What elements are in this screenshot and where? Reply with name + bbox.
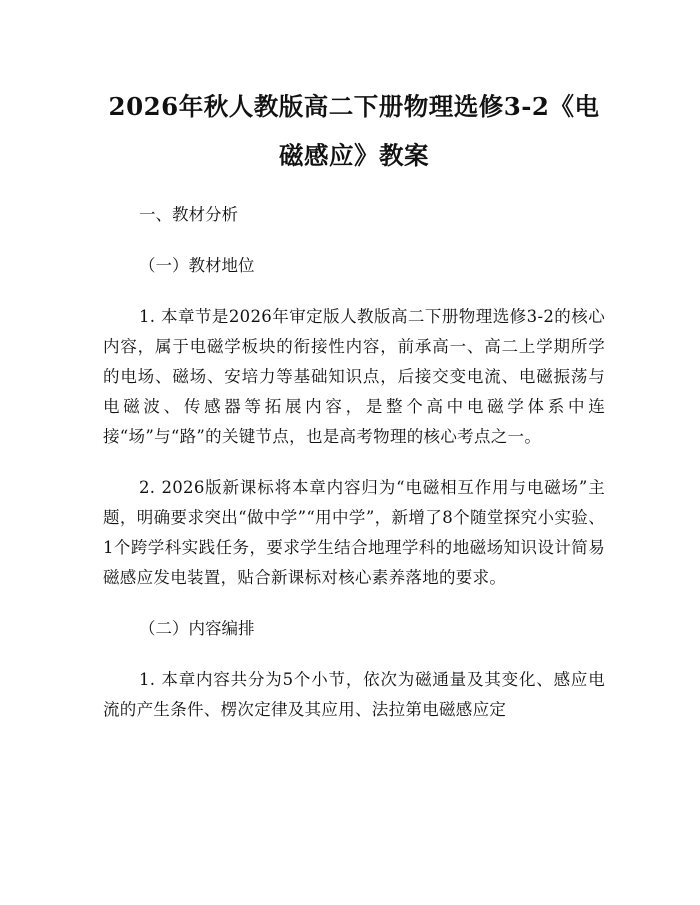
document-title: 2026年秋人教版高二下册物理选修3-2《电磁感应》教案: [108, 92, 600, 170]
paragraph-position-1: 1. 本章节是2026年审定版人教版高二下册物理选修3-2的核心内容，属于电磁学板块的衔接性内容，前承高一、高二上学期所学的电场、磁场、安培力等基础知识点，后接交变电流、电磁振荡与电磁波、传感器等拓展内容，是整个高中电磁学体系中连接“场”与“路”的关键节点，也是高考物理的核心考点之一。: [103, 307, 605, 446]
subsection-heading-content-arrangement: （二）内容编排: [139, 619, 255, 638]
paragraph-position-2: 2. 2026版新课标将本章内容归为“电磁相互作用与电磁场”主题，明确要求突出“做中学”“用中学”，新增了8个随堂探究小实验、1个跨学科实践任务，要求学生结合地理学科的地磁场知识设计简易磁感应发电装置，贴合新课标对核心素养落地的要求。: [103, 478, 605, 587]
subsection-heading-textbook-position: （一）教材地位: [139, 256, 255, 275]
section-heading-textbook-analysis: 一、教材分析: [139, 205, 238, 224]
paragraph-arrangement-1: 1. 本章内容共分为5个小节，依次为磁通量及其变化、感应电流的产生条件、楞次定律及其应用、法拉第电磁感应定: [103, 670, 605, 719]
